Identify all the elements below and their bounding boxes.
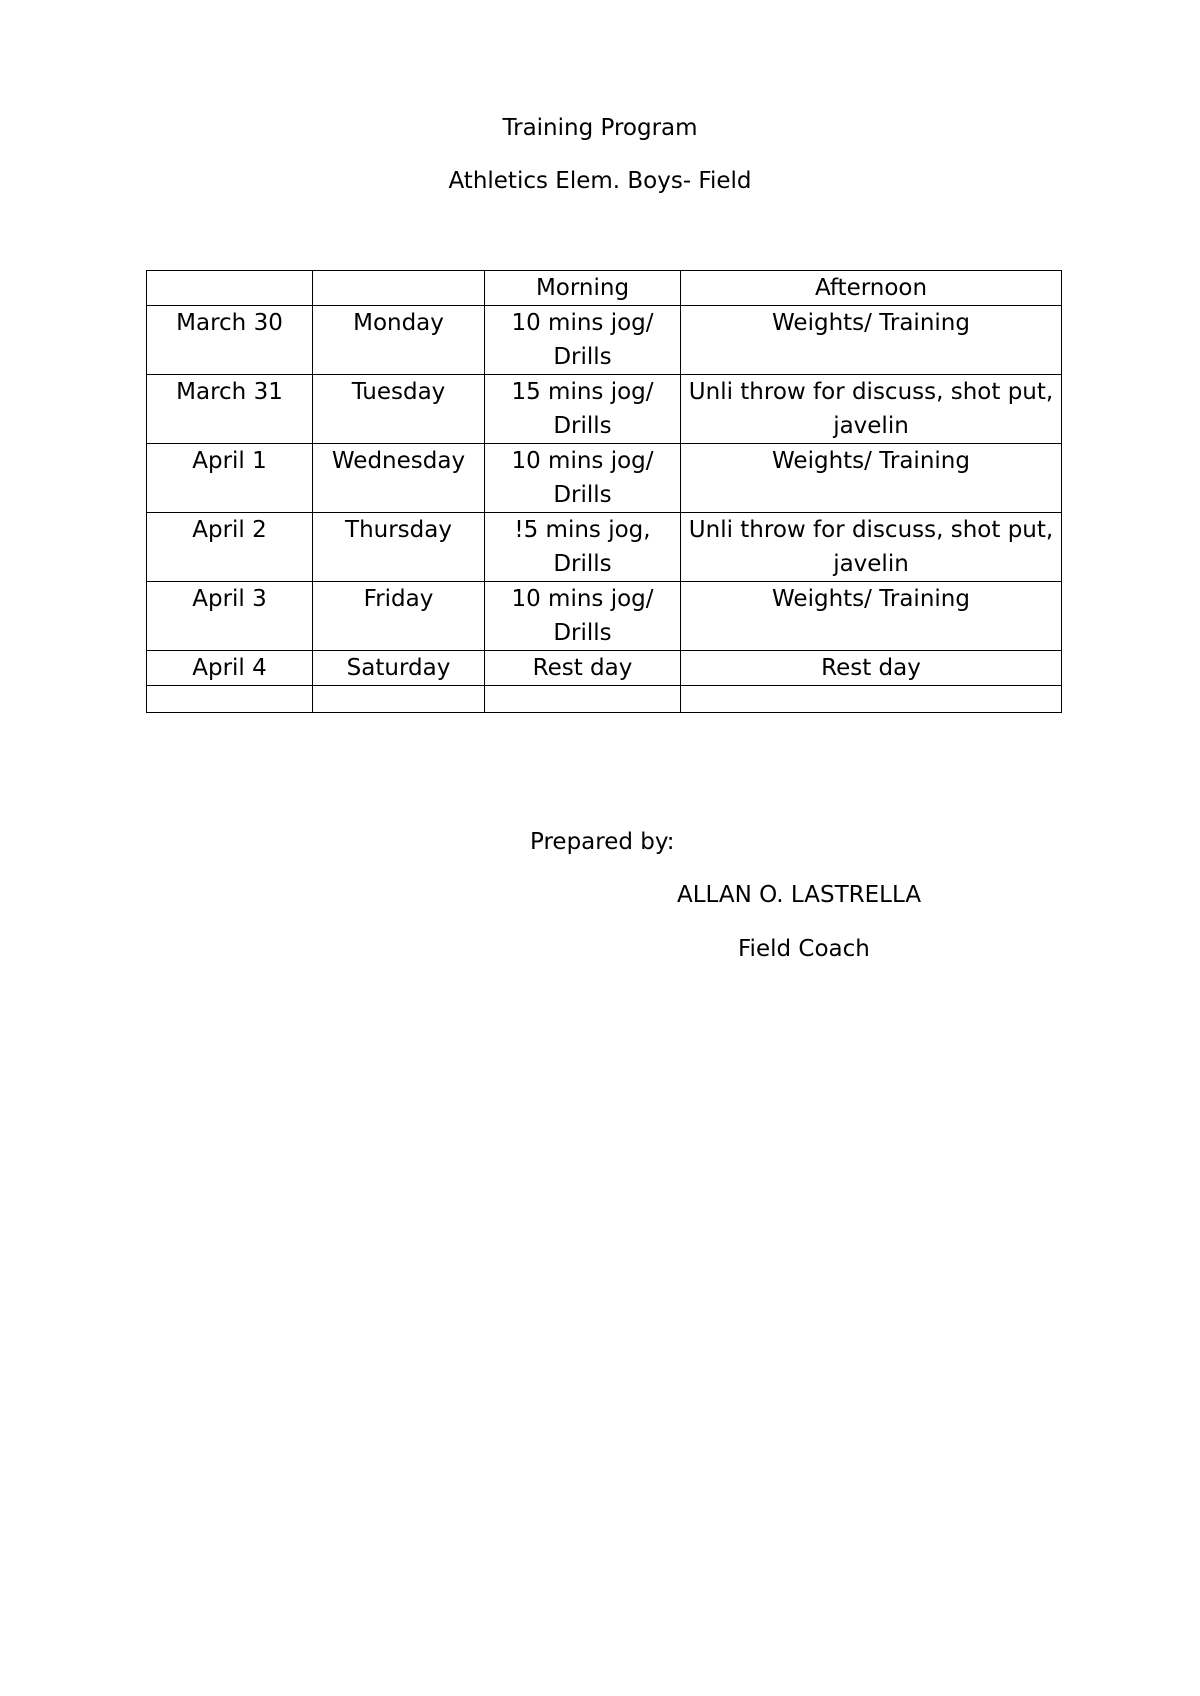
morning-cell: 15 mins jog/ Drills [485, 375, 681, 444]
day-cell: Monday [313, 306, 485, 375]
header-cell-day [313, 271, 485, 306]
date-cell: April 3 [147, 582, 313, 651]
morning-cell: !5 mins jog, Drills [485, 513, 681, 582]
afternoon-cell: Weights/ Training [681, 444, 1062, 513]
morning-cell: Rest day [485, 651, 681, 686]
day-cell: Saturday [313, 651, 485, 686]
table-header-row [147, 271, 1062, 306]
header-cell-morning: Morning [485, 271, 681, 306]
table-row [147, 375, 1062, 444]
day-cell: Friday [313, 582, 485, 651]
table-row [147, 651, 1062, 686]
empty-table-row [147, 686, 1062, 713]
date-cell: March 30 [147, 306, 313, 375]
table-row [147, 513, 1062, 582]
date-cell: March 31 [147, 375, 313, 444]
table-row [147, 444, 1062, 513]
afternoon-cell: Unli throw for discuss, shot put, javelin [681, 513, 1062, 582]
morning-cell: 10 mins jog/ Drills [485, 444, 681, 513]
empty-cell [681, 686, 1062, 713]
coach-role: Field Coach [738, 936, 870, 962]
date-cell: April 4 [147, 651, 313, 686]
date-cell: April 1 [147, 444, 313, 513]
prepared-by-label: Prepared by: [530, 829, 675, 855]
morning-cell: 10 mins jog/ Drills [485, 306, 681, 375]
afternoon-cell: Weights/ Training [681, 582, 1062, 651]
empty-cell [485, 686, 681, 713]
afternoon-cell: Rest day [681, 651, 1062, 686]
training-schedule-table [146, 270, 1062, 713]
day-cell: Thursday [313, 513, 485, 582]
empty-cell [147, 686, 313, 713]
document-subtitle: Athletics Elem. Boys- Field [448, 168, 752, 194]
afternoon-cell: Weights/ Training [681, 306, 1062, 375]
header-cell-afternoon: Afternoon [681, 271, 1062, 306]
document-title: Training Program [502, 115, 698, 141]
table-row [147, 306, 1062, 375]
afternoon-cell: Unli throw for discuss, shot put, javelin [681, 375, 1062, 444]
table-row [147, 582, 1062, 651]
morning-cell: 10 mins jog/ Drills [485, 582, 681, 651]
empty-cell [313, 686, 485, 713]
coach-name: ALLAN O. LASTRELLA [677, 882, 922, 908]
day-cell: Wednesday [313, 444, 485, 513]
header-cell-date [147, 271, 313, 306]
day-cell: Tuesday [313, 375, 485, 444]
date-cell: April 2 [147, 513, 313, 582]
